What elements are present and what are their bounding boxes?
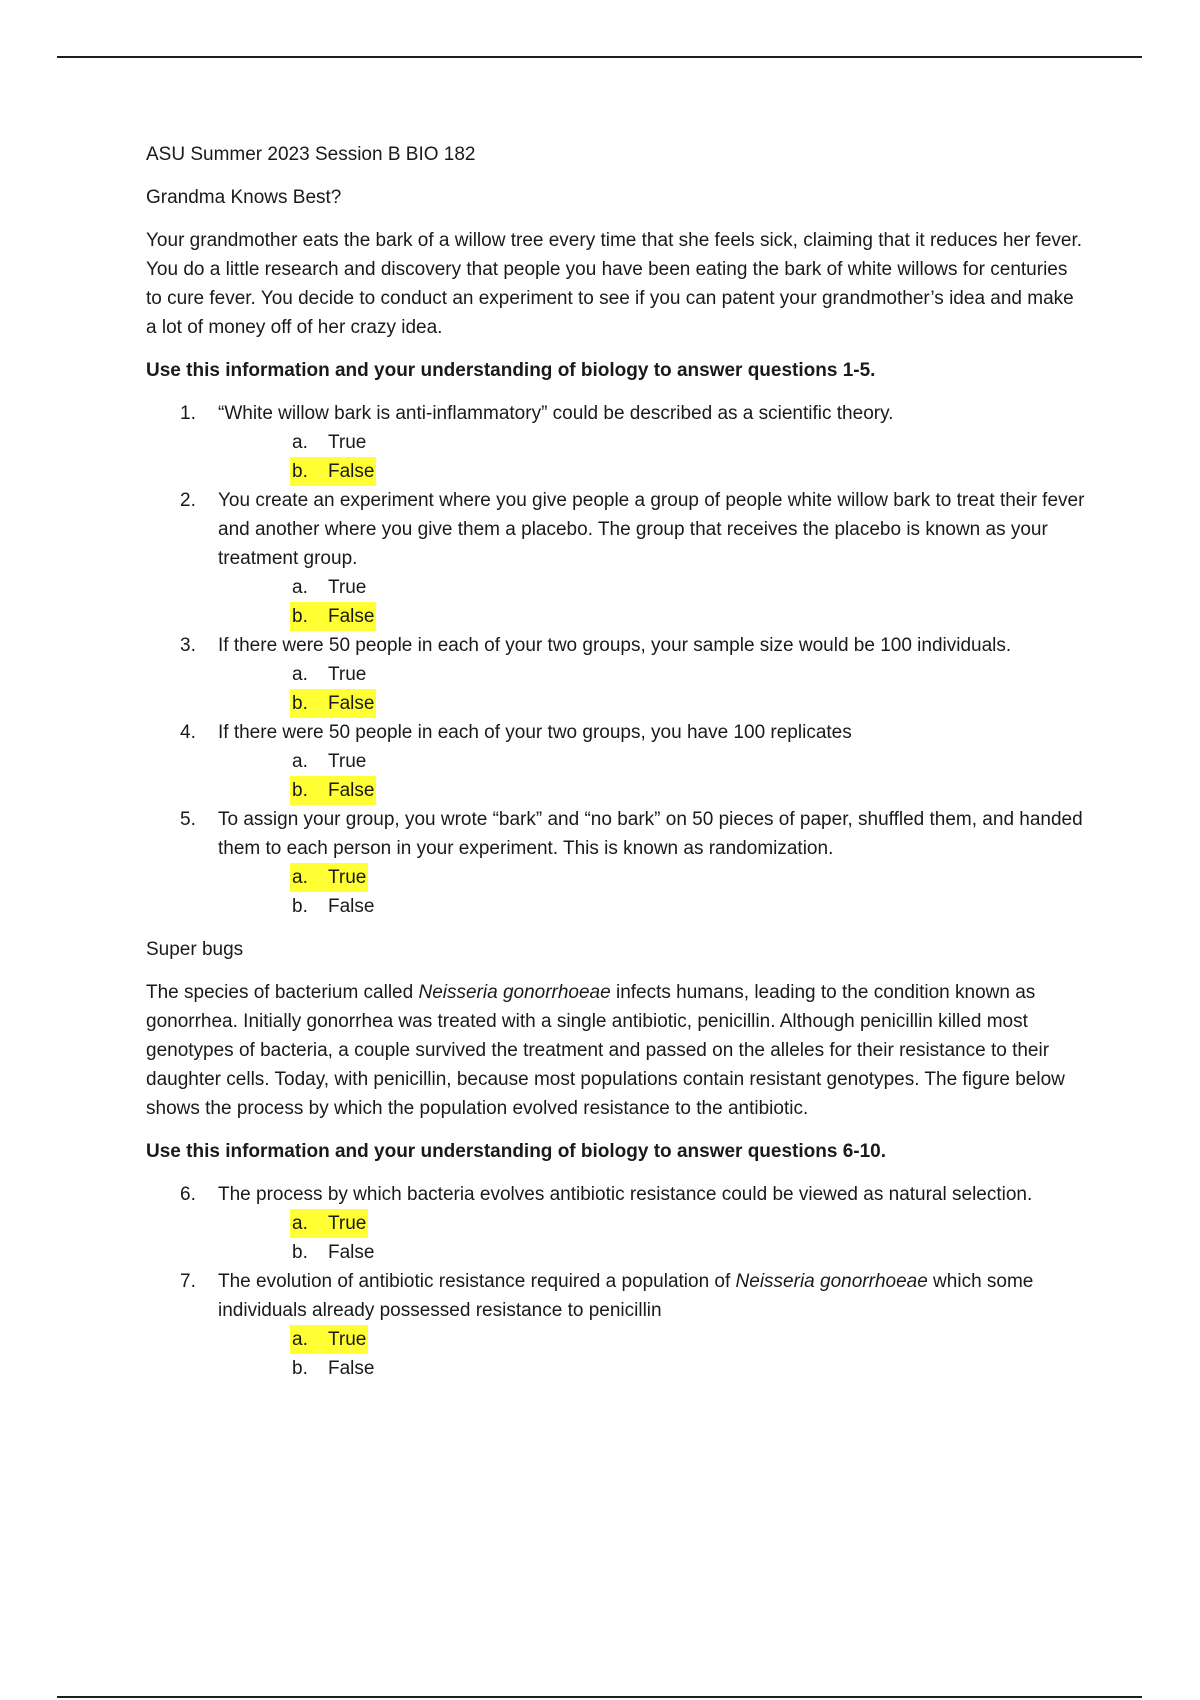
option-box [290,1354,376,1383]
option-label: False [328,780,375,801]
question-text-part: which some individuals already possessed resistance to penicillin [218,1271,1034,1321]
option-box-highlighted [290,1325,368,1354]
question-number: 4. [180,722,196,743]
option-item[interactable] [218,1238,1086,1267]
question-number: 5. [180,809,196,830]
option-box-highlighted [290,457,376,486]
question-item [146,718,1086,805]
option-box [290,660,368,689]
option-list [218,1209,1086,1267]
option-label: False [328,1242,375,1263]
option-label: True [328,1213,367,1234]
question-number: 1. [180,403,196,424]
question-item [146,631,1086,718]
option-label: True [328,432,367,453]
paragraph-text: The species of bacterium called [146,982,419,1003]
option-letter: a. [292,664,308,685]
option-box [290,1238,376,1267]
option-item[interactable] [218,747,1086,776]
option-letter: a. [292,1329,308,1350]
option-box [290,747,368,776]
course-title: ASU Summer 2023 Session B BIO 182 [146,144,476,165]
question-text: If there were 50 people in each of your two groups, you have 100 replicates [218,722,852,743]
option-item[interactable] [218,1209,1086,1238]
question-text: If there were 50 people in each of your two groups, your sample size would be 100 individuals. [218,635,1012,656]
option-label: True [328,1329,367,1350]
option-letter: a. [292,577,308,598]
option-label: False [328,1358,375,1379]
option-item[interactable] [218,602,1086,631]
top-rule [57,56,1142,58]
option-label: False [328,693,375,714]
option-list [218,747,1086,805]
option-item[interactable] [218,776,1086,805]
question-number: 6. [180,1184,196,1205]
option-item[interactable] [218,689,1086,718]
option-box-highlighted [290,602,376,631]
option-box [290,892,376,921]
question-number: 3. [180,635,196,656]
question-text: You create an experiment where you give people a group of people white willow bark to treat their fever and another where you give them a placebo. The group that receives the placebo is known as your treatment group. [218,490,1085,569]
option-item[interactable] [218,863,1086,892]
option-box-highlighted [290,863,368,892]
option-letter: a. [292,1213,308,1234]
question-item [146,1180,1086,1267]
question-text: “White willow bark is anti-inflammatory” could be described as a scientific theory. [218,403,894,424]
question-item [146,805,1086,921]
option-list [218,660,1086,718]
option-box [290,573,368,602]
question-text-part: The evolution of antibiotic resistance required a population of [218,1271,736,1292]
option-item[interactable] [218,1325,1086,1354]
question-item [146,399,1086,486]
option-letter: a. [292,867,308,888]
option-box-highlighted [290,776,376,805]
bottom-rule [57,1696,1142,1698]
option-label: False [328,606,375,627]
option-item[interactable] [218,892,1086,921]
question-text: The process by which bacteria evolves antibiotic resistance could be viewed as natural selection. [218,1184,1033,1205]
paragraph-text: infects humans, leading to the condition known as gonorrhea. Initially gonorrhea was treated with a single antibiotic, penicillin. Although penicillin killed most genotypes of bacteria, a couple survived the treatment and passed on the alleles for their resistance to their daughter cells. Today, with penicillin, because most populations contain resistant genotypes. The figure below shows the process by which the population evolved resistance to the antibiotic. [146,982,1065,1119]
option-letter: a. [292,432,308,453]
option-label: True [328,867,367,888]
option-label: False [328,461,375,482]
option-label: True [328,751,367,772]
option-item[interactable] [218,457,1086,486]
option-letter: b. [292,606,308,627]
species-name: Neisseria gonorrhoeae [418,982,611,1003]
section-title-grandma: Grandma Knows Best? [146,187,342,208]
document-body [146,140,1086,1383]
question-number: 7. [180,1271,196,1292]
option-item[interactable] [218,1354,1086,1383]
instruction-2: Use this information and your understanding of biology to answer questions 6-10. [146,1141,887,1162]
question-item [146,486,1086,631]
section-title-super-bugs: Super bugs [146,939,244,960]
option-letter: b. [292,461,308,482]
option-list [218,863,1086,921]
option-letter: b. [292,1242,308,1263]
option-letter: b. [292,693,308,714]
question-number: 2. [180,490,196,511]
question-list-1 [146,399,1086,921]
intro-paragraph-2 [146,978,1086,1123]
option-item[interactable] [218,573,1086,602]
instruction-1: Use this information and your understanding of biology to answer questions 1-5. [146,360,876,381]
option-box [290,428,368,457]
option-list [218,1325,1086,1383]
option-letter: b. [292,896,308,917]
species-name: Neisseria gonorrhoeae [735,1271,928,1292]
option-letter: b. [292,1358,308,1379]
option-item[interactable] [218,428,1086,457]
option-letter: a. [292,751,308,772]
option-box-highlighted [290,689,376,718]
option-letter: b. [292,780,308,801]
question-item [146,1267,1086,1383]
option-label: True [328,664,367,685]
option-list [218,573,1086,631]
question-text: To assign your group, you wrote “bark” and “no bark” on 50 pieces of paper, shuffled them, and handed them to each person in your experiment. This is known as randomization. [218,809,1083,859]
intro-paragraph-1: Your grandmother eats the bark of a willow tree every time that she feels sick, claiming that it reduces her fever. You do a little research and discovery that people you have been eating the bark of white willows for centuries to cure fever. You decide to conduct an experiment to see if you can patent your grandmother’s idea and make a lot of money off of her crazy idea. [146,230,1083,338]
option-box-highlighted [290,1209,368,1238]
option-label: True [328,577,367,598]
option-list [218,428,1086,486]
option-label: False [328,896,375,917]
option-item[interactable] [218,660,1086,689]
question-text [218,1267,1086,1325]
question-list-2 [146,1180,1086,1383]
